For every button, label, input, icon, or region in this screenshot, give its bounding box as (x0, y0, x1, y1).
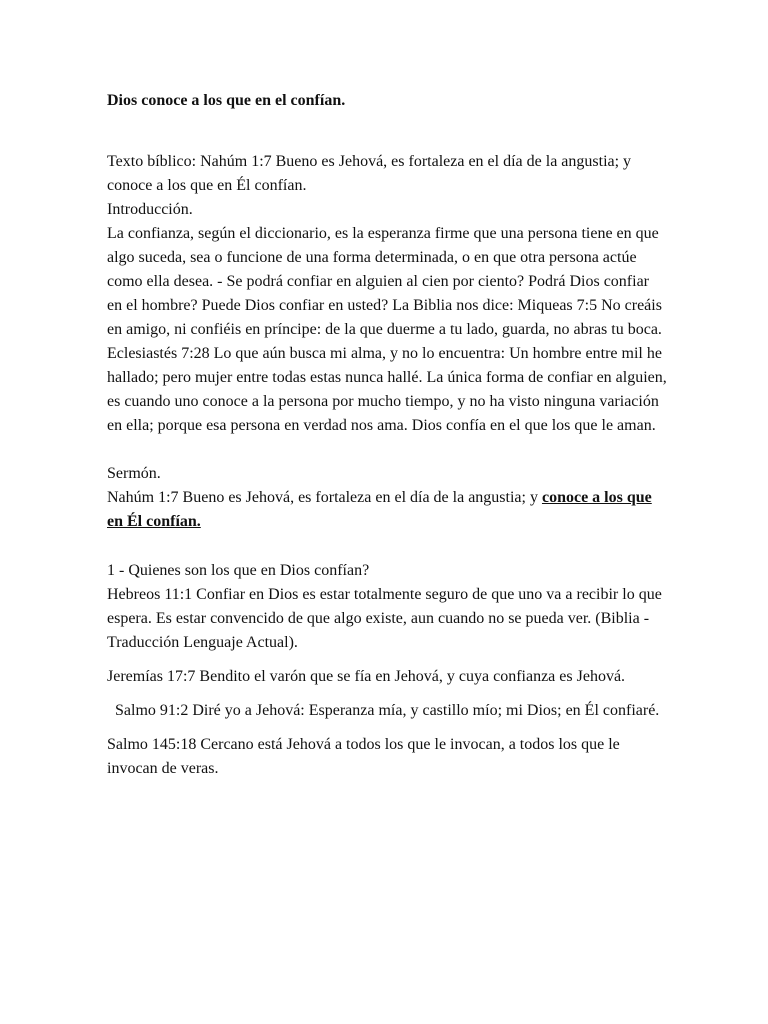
intro-heading: Introducción. (107, 201, 193, 218)
spacer (107, 723, 667, 733)
spacer (107, 113, 667, 150)
texto-biblico-paragraph: Texto bíblico: Nahúm 1:7 Bueno es Jehová, es fortaleza en el día de la angustia; y conoce a los que en Él confían. (107, 153, 632, 194)
salmo-145-paragraph: Salmo 145:18 Cercano está Jehová a todos los que le invocan, a todos los que le invocan de veras. (107, 736, 620, 777)
spacer (107, 534, 667, 559)
spacer (107, 438, 667, 462)
document-page (107, 89, 667, 781)
point1-body-paragraph: Hebreos 11:1 Confiar en Dios es estar totalmente seguro de que uno va a recibir lo que espera. Es estar convencido de que algo existe, aun cuando no se pueda ver. (Biblia - Traducción Lenguaje Actual). (107, 586, 662, 651)
spacer (107, 655, 667, 665)
intro-body-paragraph: La confianza, según el diccionario, es la esperanza firme que una persona tiene en que algo suceda, sea o funcione de una forma determinada, o en que otra persona actúe como ella desea. - Se podrá confiar en alguien al cien por ciento? Podrá Dios confiar en el hombre? Puede Dios confiar en usted? La Biblia nos dice: Miqueas 7:5 No creáis en amigo, ni confiéis en príncipe: de la que duerme a tu lado, guarda, no abras tu boca. Eclesiastés 7:28 Lo que aún busca mi alma, y no lo encuentra: Un hombre entre mil he hallado; pero mujer entre todas estas nunca hallé. La única forma de confiar en alguien, es cuando uno conoce a la persona por mucho tiempo, y no ha visto ninguna variación en ella; porque esa persona en verdad nos ama. Dios confía en el que los que le aman. (107, 225, 667, 434)
sermon-verse-paragraph (107, 486, 667, 534)
sermon-heading: Sermón. (107, 465, 161, 482)
sermon-verse-emphasis: conoce a los que en Él confían. (107, 489, 652, 530)
point1-heading: 1 - Quienes son los que en Dios confían? (107, 562, 370, 579)
spacer (107, 689, 667, 699)
jeremias-paragraph: Jeremías 17:7 Bendito el varón que se fía en Jehová, y cuya confianza es Jehová. (107, 668, 626, 685)
sermon-verse-text: Nahúm 1:7 Bueno es Jehová, es fortaleza en el día de la angustia; y (107, 489, 542, 506)
document-title: Dios conoce a los que en el confían. (107, 92, 346, 109)
salmo-91-paragraph: Salmo 91:2 Diré yo a Jehová: Esperanza mía, y castillo mío; mi Dios; en Él confiaré. (115, 702, 660, 719)
